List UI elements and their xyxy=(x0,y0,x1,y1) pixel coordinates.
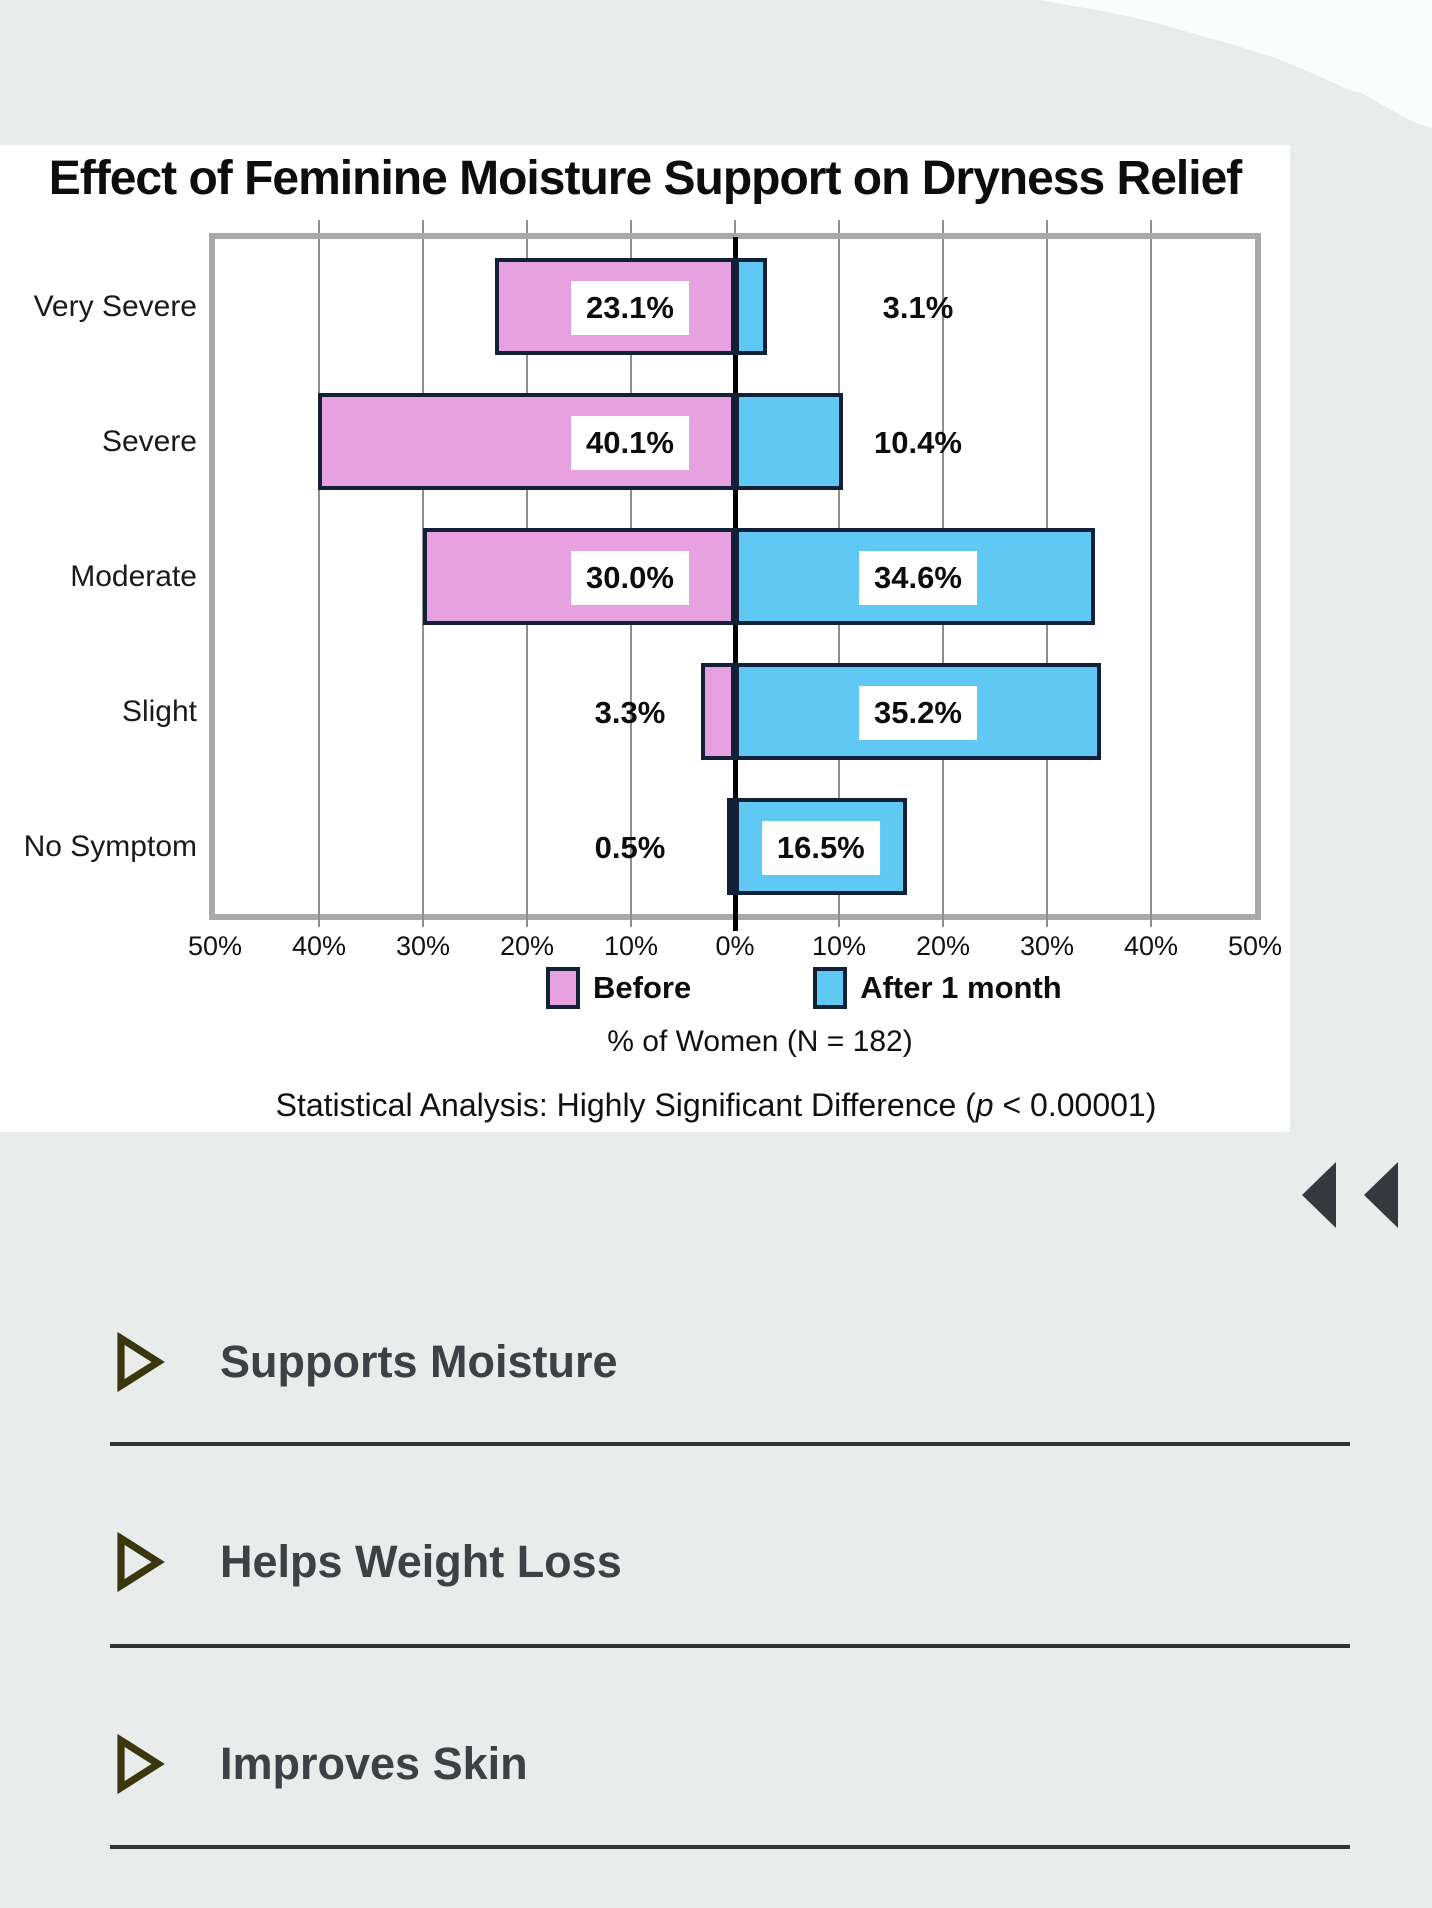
axis-tick xyxy=(1046,220,1048,233)
x-axis-tick-label: 50% xyxy=(187,931,243,961)
x-axis-tick-label: 50% xyxy=(1227,931,1283,961)
x-axis-tick-label: 40% xyxy=(1123,931,1179,961)
axis-tick xyxy=(422,914,424,927)
accordion-item-label: Improves Skin xyxy=(220,1738,528,1789)
axis-tick xyxy=(526,220,528,233)
category-label: No Symptom xyxy=(23,829,197,863)
axis-tick xyxy=(838,220,840,233)
axis-tick xyxy=(422,220,424,233)
axis-tick xyxy=(630,220,632,233)
axis-tick xyxy=(318,914,320,927)
x-axis-tick-label: 40% xyxy=(291,931,347,961)
bar-value-label-before: 0.5% xyxy=(594,829,666,865)
bar-after-0 xyxy=(735,258,767,355)
play-outline-icon xyxy=(112,1531,166,1593)
x-axis-tick-label: 10% xyxy=(811,931,867,961)
axis-tick xyxy=(630,914,632,927)
x-axis-tick-label: 10% xyxy=(603,931,659,961)
stat-annotation-prefix: Statistical Analysis: Highly Significant Difference ( xyxy=(275,1087,976,1123)
bar-value-label-before: 40.1% xyxy=(571,416,689,470)
accordion-item-improves-skin[interactable] xyxy=(0,1704,1432,1824)
chart-plot-area xyxy=(209,233,1261,920)
axis-tick xyxy=(318,220,320,233)
bar-value-label-after: 34.6% xyxy=(859,551,977,605)
bar-value-label-after: 10.4% xyxy=(874,424,962,460)
bar-value-label-after: 16.5% xyxy=(762,821,880,875)
bar-value-label-before: 30.0% xyxy=(571,551,689,605)
axis-tick xyxy=(1150,220,1152,233)
bar-value-label-before: 3.3% xyxy=(594,694,666,730)
stat-annotation-p: p xyxy=(975,1087,994,1123)
x-axis-tick-label: 20% xyxy=(499,931,555,961)
grid-line xyxy=(318,239,320,914)
before-swatch-icon xyxy=(546,967,580,1009)
accordion-divider xyxy=(110,1442,1350,1446)
category-label: Slight xyxy=(121,694,197,728)
bar-value-label-after: 3.1% xyxy=(882,289,954,325)
carousel-left-arrow-icon[interactable] xyxy=(1302,1162,1336,1228)
accordion-item-supports-moisture[interactable] xyxy=(0,1302,1432,1422)
category-label: Very Severe xyxy=(33,289,197,323)
bar-before-4 xyxy=(727,798,735,895)
accordion-divider xyxy=(110,1845,1350,1849)
axis-tick xyxy=(942,220,944,233)
axis-tick xyxy=(734,220,736,233)
stat-annotation-suffix: < 0.00001) xyxy=(993,1087,1157,1123)
chart-legend xyxy=(546,967,1062,1009)
legend-item-before xyxy=(546,967,691,1009)
legend-item-after xyxy=(813,967,1062,1009)
stat-annotation xyxy=(276,1087,1157,1124)
legend-label-before: Before xyxy=(593,970,692,1005)
axis-tick xyxy=(526,914,528,927)
torn-paper-wedge xyxy=(1010,0,1432,132)
play-outline-icon xyxy=(112,1733,166,1795)
x-axis-title: % of Women (N = 182) xyxy=(607,1025,913,1058)
category-label: Moderate xyxy=(70,559,197,593)
x-axis-tick-label: 30% xyxy=(395,931,451,961)
carousel-left-arrow-icon-2[interactable] xyxy=(1364,1162,1398,1228)
play-outline-icon xyxy=(112,1331,166,1393)
axis-tick xyxy=(942,914,944,927)
grid-line xyxy=(1150,239,1152,914)
axis-tick xyxy=(838,914,840,927)
axis-tick xyxy=(1046,914,1048,927)
accordion-item-label: Helps Weight Loss xyxy=(220,1536,622,1587)
legend-label-after: After 1 month xyxy=(860,970,1062,1005)
x-axis-tick-label: 0% xyxy=(715,931,755,961)
accordion-divider xyxy=(110,1644,1350,1648)
after-swatch-icon xyxy=(813,967,847,1009)
bar-before-3 xyxy=(701,663,735,760)
x-axis-tick-label: 20% xyxy=(915,931,971,961)
accordion-item-helps-weight-loss[interactable] xyxy=(0,1502,1432,1622)
bar-value-label-after: 35.2% xyxy=(859,686,977,740)
chart-title: Effect of Feminine Moisture Support on Dryness Relief xyxy=(48,152,1242,205)
bar-after-1 xyxy=(735,393,843,490)
axis-tick xyxy=(1150,914,1152,927)
accordion-item-label: Supports Moisture xyxy=(220,1336,618,1387)
category-label: Severe xyxy=(101,424,197,458)
chart-panel xyxy=(0,145,1290,1132)
x-axis-tick-label: 30% xyxy=(1019,931,1075,961)
bar-value-label-before: 23.1% xyxy=(571,281,689,335)
